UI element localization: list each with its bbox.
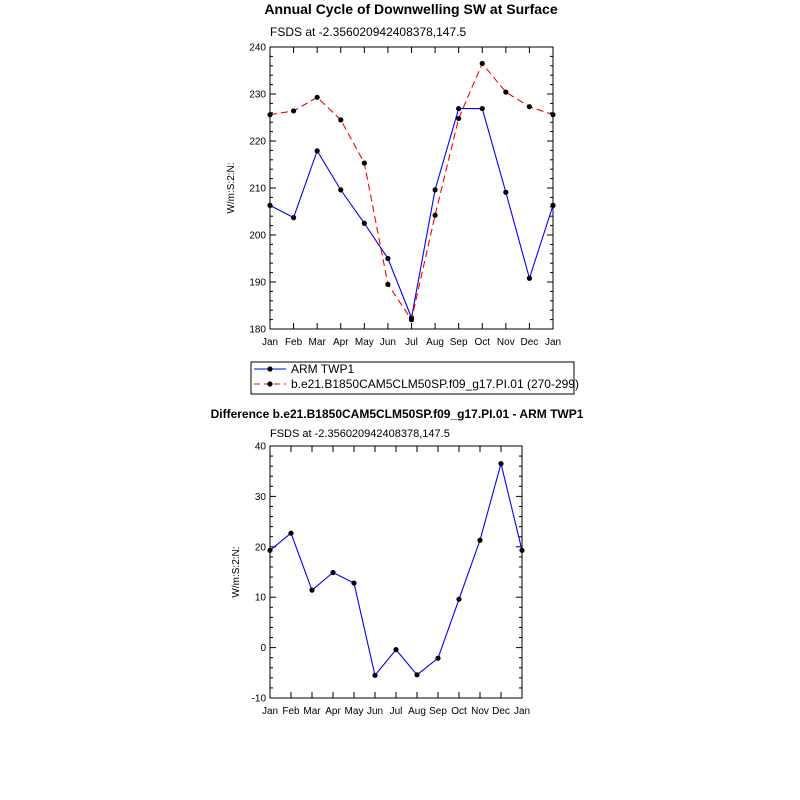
bottom-x-tick-label: Apr — [325, 706, 341, 717]
top-series-1-point — [456, 116, 461, 121]
top-x-tick-label: Feb — [284, 337, 303, 348]
bottom-chart-title: Difference b.e21.B1850CAM5CLM50SP.f09_g17.PI.01 - ARM TWP1 — [210, 407, 584, 421]
bottom-x-tick-label: Jan — [513, 706, 531, 717]
top-x-tick-label: Nov — [496, 337, 515, 348]
bottom-y-tick-label: 30 — [254, 491, 266, 503]
top-y-tick-label: 230 — [249, 89, 266, 101]
bottom-y-tick-label: -10 — [251, 693, 266, 705]
top-series-1-point — [291, 108, 296, 113]
top-series-0-point — [315, 148, 320, 153]
bottom-series-0-point — [435, 656, 440, 661]
top-series-0-point — [291, 215, 296, 220]
bottom-chart-subtitle: FSDS at -2.356020942408378,147.5 — [270, 428, 450, 440]
top-series-line-0 — [270, 109, 553, 318]
top-x-tick-label: Jan — [261, 337, 279, 348]
bottom-series-0-point — [372, 673, 377, 678]
top-series-0-point — [527, 276, 532, 281]
top-series-0-point — [456, 106, 461, 111]
bottom-x-tick-label: Aug — [408, 706, 426, 717]
top-series-0-point — [503, 190, 508, 195]
top-series-0-point — [385, 256, 390, 261]
top-chart-title: Annual Cycle of Downwelling SW at Surface — [264, 1, 558, 17]
bottom-series-0-point — [477, 538, 482, 543]
top-chart-subtitle: FSDS at -2.356020942408378,147.5 — [270, 25, 467, 39]
bottom-y-tick-label: 0 — [260, 643, 266, 655]
legend-marker-model — [267, 381, 272, 386]
top-series-0-point — [550, 203, 555, 208]
bottom-chart-axes — [252, 442, 531, 718]
top-series-0-point — [480, 106, 485, 111]
bottom-series-0-point — [267, 548, 272, 553]
bottom-x-tick-label: Sep — [429, 706, 447, 717]
top-chart-ylabel: W/m:S:2:N: — [226, 162, 237, 214]
top-series-1-point — [550, 112, 555, 117]
legend-marker-arm — [267, 366, 272, 371]
top-series-0-point — [267, 203, 272, 208]
top-series-1-point — [338, 117, 343, 122]
top-series-1-point — [503, 90, 508, 95]
top-x-tick-label: Jul — [405, 337, 418, 348]
top-y-tick-label: 200 — [249, 230, 266, 242]
top-x-tick-label: Jan — [544, 337, 562, 348]
bottom-chart-series — [267, 461, 524, 678]
top-series-1-point — [362, 160, 367, 165]
top-y-tick-label: 240 — [249, 42, 266, 54]
top-x-tick-label: Dec — [520, 337, 539, 348]
legend-label-arm: ARM TWP1 — [291, 362, 355, 376]
bottom-x-tick-label: May — [344, 706, 364, 717]
top-series-0-point — [338, 187, 343, 192]
top-series-1-point — [315, 95, 320, 100]
bottom-x-tick-label: Nov — [471, 706, 489, 717]
bottom-y-tick-label: 20 — [254, 542, 266, 554]
top-plot-frame — [270, 47, 553, 329]
top-series-1-point — [480, 61, 485, 66]
top-series-0-point — [362, 221, 367, 226]
legend-label-model: b.e21.B1850CAM5CLM50SP.f09_g17.PI.01 (270-299) — [291, 377, 579, 391]
top-series-1-point — [432, 213, 437, 218]
bottom-series-0-point — [288, 531, 293, 536]
bottom-series-0-point — [519, 548, 524, 553]
bottom-series-0-point — [351, 580, 356, 585]
bottom-plot-frame — [270, 446, 522, 698]
bottom-series-0-point — [393, 647, 398, 652]
bottom-x-tick-label: Dec — [492, 706, 510, 717]
bottom-y-tick-label: 40 — [254, 441, 266, 453]
top-x-tick-label: Oct — [474, 337, 491, 348]
top-series-0-point — [432, 187, 437, 192]
top-series-1-point — [267, 112, 272, 117]
bottom-x-tick-label: Mar — [303, 706, 321, 717]
top-x-tick-label: Jun — [379, 337, 396, 348]
top-y-tick-label: 220 — [249, 136, 266, 148]
bottom-x-tick-label: Jan — [261, 706, 279, 717]
top-series-1-point — [385, 282, 390, 287]
top-x-tick-label: Aug — [426, 337, 444, 348]
bottom-y-tick-label: 10 — [254, 592, 266, 604]
bottom-series-0-point — [330, 570, 335, 575]
bottom-series-line-0 — [270, 464, 522, 676]
top-series-line-1 — [270, 63, 553, 319]
top-y-tick-label: 180 — [249, 324, 266, 336]
bottom-series-0-point — [309, 588, 314, 593]
bottom-x-tick-label: Oct — [451, 706, 467, 717]
top-x-tick-label: Mar — [308, 337, 326, 348]
bottom-series-0-point — [498, 461, 503, 466]
bottom-x-tick-label: Jun — [366, 706, 384, 717]
bottom-series-0-point — [414, 672, 419, 677]
top-series-1-point — [527, 104, 532, 109]
top-y-tick-label: 210 — [249, 183, 266, 195]
top-chart-series — [267, 61, 555, 322]
top-x-tick-label: Apr — [332, 337, 349, 348]
bottom-chart-ylabel: W/m:S:2:N: — [231, 546, 242, 598]
bottom-x-tick-label: Feb — [282, 706, 300, 717]
top-y-tick-label: 190 — [249, 277, 266, 289]
top-x-tick-label: May — [354, 337, 374, 348]
top-series-1-point — [409, 317, 414, 322]
top-x-tick-label: Sep — [449, 337, 468, 348]
bottom-x-tick-label: Jul — [389, 706, 403, 717]
bottom-series-0-point — [456, 597, 461, 602]
